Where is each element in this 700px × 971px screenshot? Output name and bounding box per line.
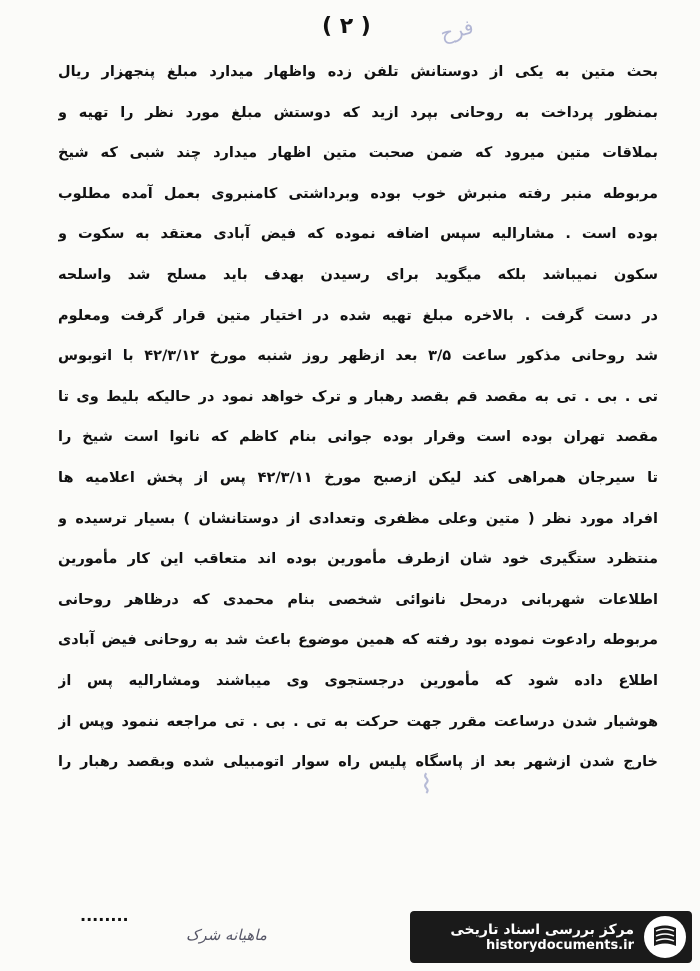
document-line: بحث متین به یکی از دوستانش تلفن زده واظهار میدارد مبلغ پنجهزار ریال <box>58 64 658 80</box>
document-line: مقصد تهران بوده است وقرار بوده جوانی بنام کاظم که نانوا است شیخ را <box>58 429 658 446</box>
pen-mark-icon: ⌇ <box>420 770 433 800</box>
document-line: مربوطه منبر رفته منبرش خوب بوده وبرداشتی کامنبروی بعمل آمده مطلوب <box>58 185 658 202</box>
book-scroll-icon <box>642 914 688 960</box>
closing-dots: ........ <box>80 906 129 925</box>
page-number: ( ۲ ) <box>322 14 371 39</box>
watermark-banner <box>410 911 692 963</box>
document-line: هوشیار شدن درساعت مقرر جهت حرکت به تی . بی . تی مراجعه ننمود وپس از <box>58 713 658 730</box>
document-line: خارج شدن ازشهر بعد از پاسگاه پلیس راه سوار اتومبیلی شده وبقصد رهبار را <box>58 754 658 771</box>
watermark-text <box>410 922 642 953</box>
document-line: سکون نمیباشد بلکه میگوید برای رسیدن بهدف باید مسلح شد واسلحه <box>58 266 658 283</box>
document-line: مربوطه رادعوت نموده بود رفته که همین موضوع باعث شد به روحانی فیض آبادی <box>58 632 658 649</box>
document-line: تا سیرجان همراهی کند لیکن ازصبح مورخ ۴۲/۳/۱۱ پس از پخش اعلامیه ها <box>58 469 658 486</box>
document-line: منتظرد ستگیری خود شان ازطرف مأمورین بوده اند متعاقب این کار مأمورین <box>58 551 658 568</box>
document-line: بمنظور پرداخت به روحانی بپرد ازید که دوستش مبلغ مورد نظر را تهیه و <box>58 104 658 121</box>
document-line: در دست گرفت . بالاخره مبلغ تهیه شده در اختیار متین قرار گرفت ومعلوم <box>58 307 658 324</box>
watermark-url: historydocuments.ir <box>485 937 634 953</box>
faint-annotation: فرح <box>437 14 476 46</box>
document-line: اطلاع داده شود که مأمورین درجستجوی وی میباشند ومشارالیه پس از <box>58 672 658 689</box>
handwritten-note: ماهیانه شرک <box>186 926 267 944</box>
document-line: بملاقات متین میرود که ضمن صحبت متین اظهار میدارد چند شبی که شیخ <box>58 145 658 162</box>
document-line: شد روحانی مذکور ساعت ۳/۵ بعد ازظهر روز شنبه مورخ ۴۲/۳/۱۲ با اتوبوس <box>58 348 658 365</box>
watermark-title: مرکز بررسی اسناد تاریخی <box>450 921 634 938</box>
document-line: بوده است . مشارالیه سپس اضافه نموده که فیض آبادی معتقد به سکوت و <box>58 226 658 243</box>
document-line: تی . بی . تی به مقصد قم بقصد رهبار و ترک خواهد نمود در حالیکه بلیط وی تا <box>58 388 658 405</box>
document-body <box>58 52 658 783</box>
document-line: اطلاعات شهربانی درمحل نانوائی شخصی بنام محمدی که درظاهر روحانی <box>58 591 658 608</box>
document-line: افراد مورد نظر ( متین وعلی مظفری وتعدادی از دوستانشان ) بسیار ترسیده و <box>58 510 658 527</box>
